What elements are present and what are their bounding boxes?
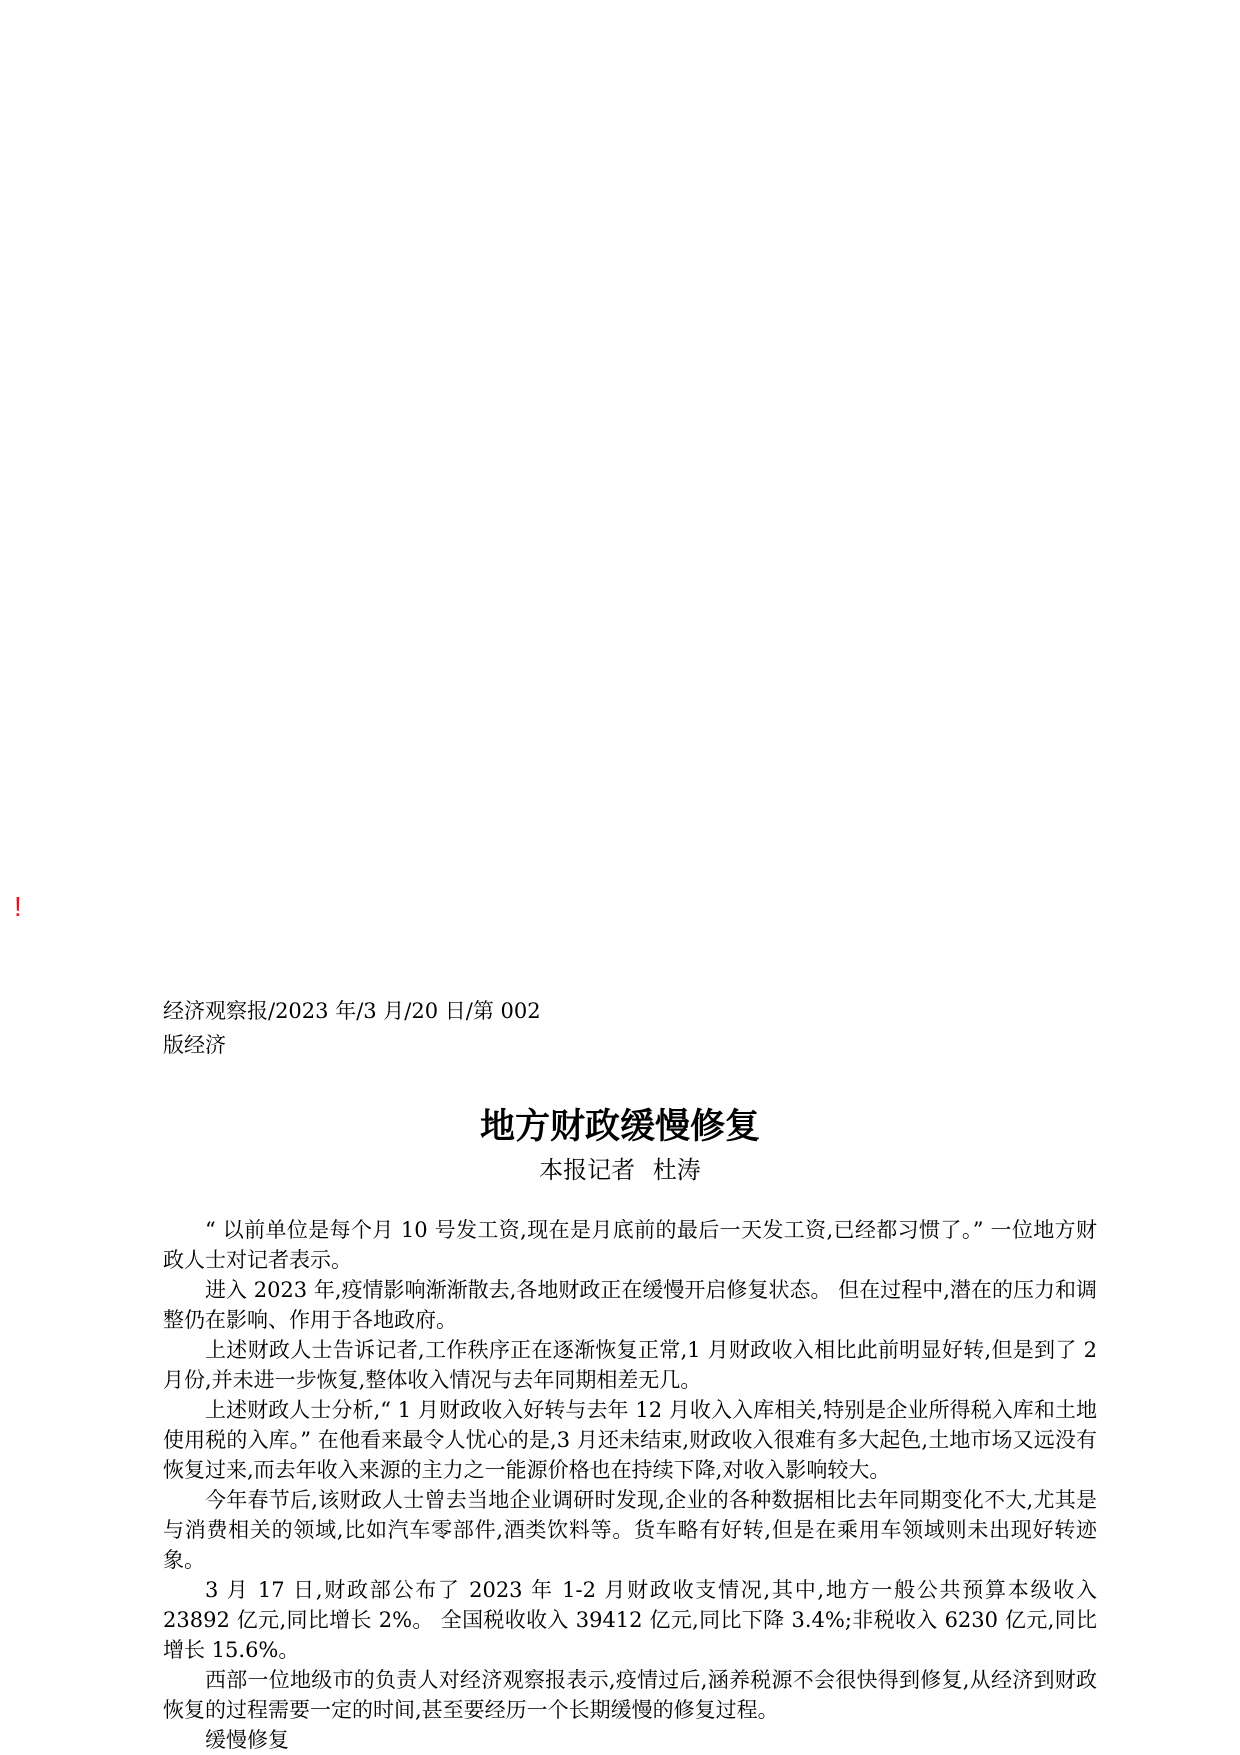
paragraph-1: “ 以前单位是每个月 10 号发工资,现在是月底前的最后一天发工资,已经都习惯了。” 一位地方财政人士对记者表示。 — [163, 1218, 1097, 1272]
article-byline: 本报记者 杜涛 — [539, 1156, 701, 1184]
exclamation-mark: ! — [14, 891, 22, 922]
paragraph-6: 3 月 17 日,财政部公布了 2023 年 1-2 月财政收支情况,其中,地方一般公共预算本级收入 23892 亿元,同比增长 2%。 全国税收收入 39412 亿元,同比下降 3.4%;非税收入 6230 亿元,同比增长 15.6%。 — [163, 1578, 1097, 1662]
paragraph-5: 今年春节后,该财政人士曾去当地企业调研时发现,企业的各种数据相比去年同期变化不大,尤其是与消费相关的领域,比如汽车零部件,酒类饮料等。货车略有好转,但是在乘用车领域则未出现好转迹象。 — [163, 1488, 1097, 1572]
section-heading: 缓慢修复 — [205, 1728, 289, 1752]
article-headline: 地方财政缓慢修复 — [479, 1106, 760, 1148]
paragraph-7: 西部一位地级市的负责人对经济观察报表示,疫情过后,涵养税源不会很快得到修复,从经济到财政恢复的过程需要一定的时间,甚至要经历一个长期缓慢的修复过程。 — [163, 1668, 1097, 1722]
publication-source: 经济观察报/2023 年/3 月/20 日/第 002 版经济 — [163, 999, 541, 1057]
paragraph-3: 上述财政人士告诉记者,工作秩序正在逐渐恢复正常,1 月财政收入相比此前明显好转,但是到了 2 月份,并未进一步恢复,整体收入情况与去年同期相差无几。 — [163, 1338, 1097, 1392]
article-body — [163, 1215, 1097, 1755]
paragraph-4: 上述财政人士分析,“ 1 月财政收入好转与去年 12 月收入入库相关,特别是企业所得税入库和土地使用税的入库。” 在他看来最令人忧心的是,3 月还未结束,财政收入很难有多大起色,土地市场又远没有恢复过来,而去年收入来源的主力之一能源价格也在持续下降,对收入影响较大。 — [163, 1398, 1097, 1482]
paragraph-2: 进入 2023 年,疫情影响渐渐散去,各地财政正在缓慢开启修复状态。 但在过程中,潜在的压力和调整仍在影响、作用于各地政府。 — [163, 1278, 1097, 1332]
